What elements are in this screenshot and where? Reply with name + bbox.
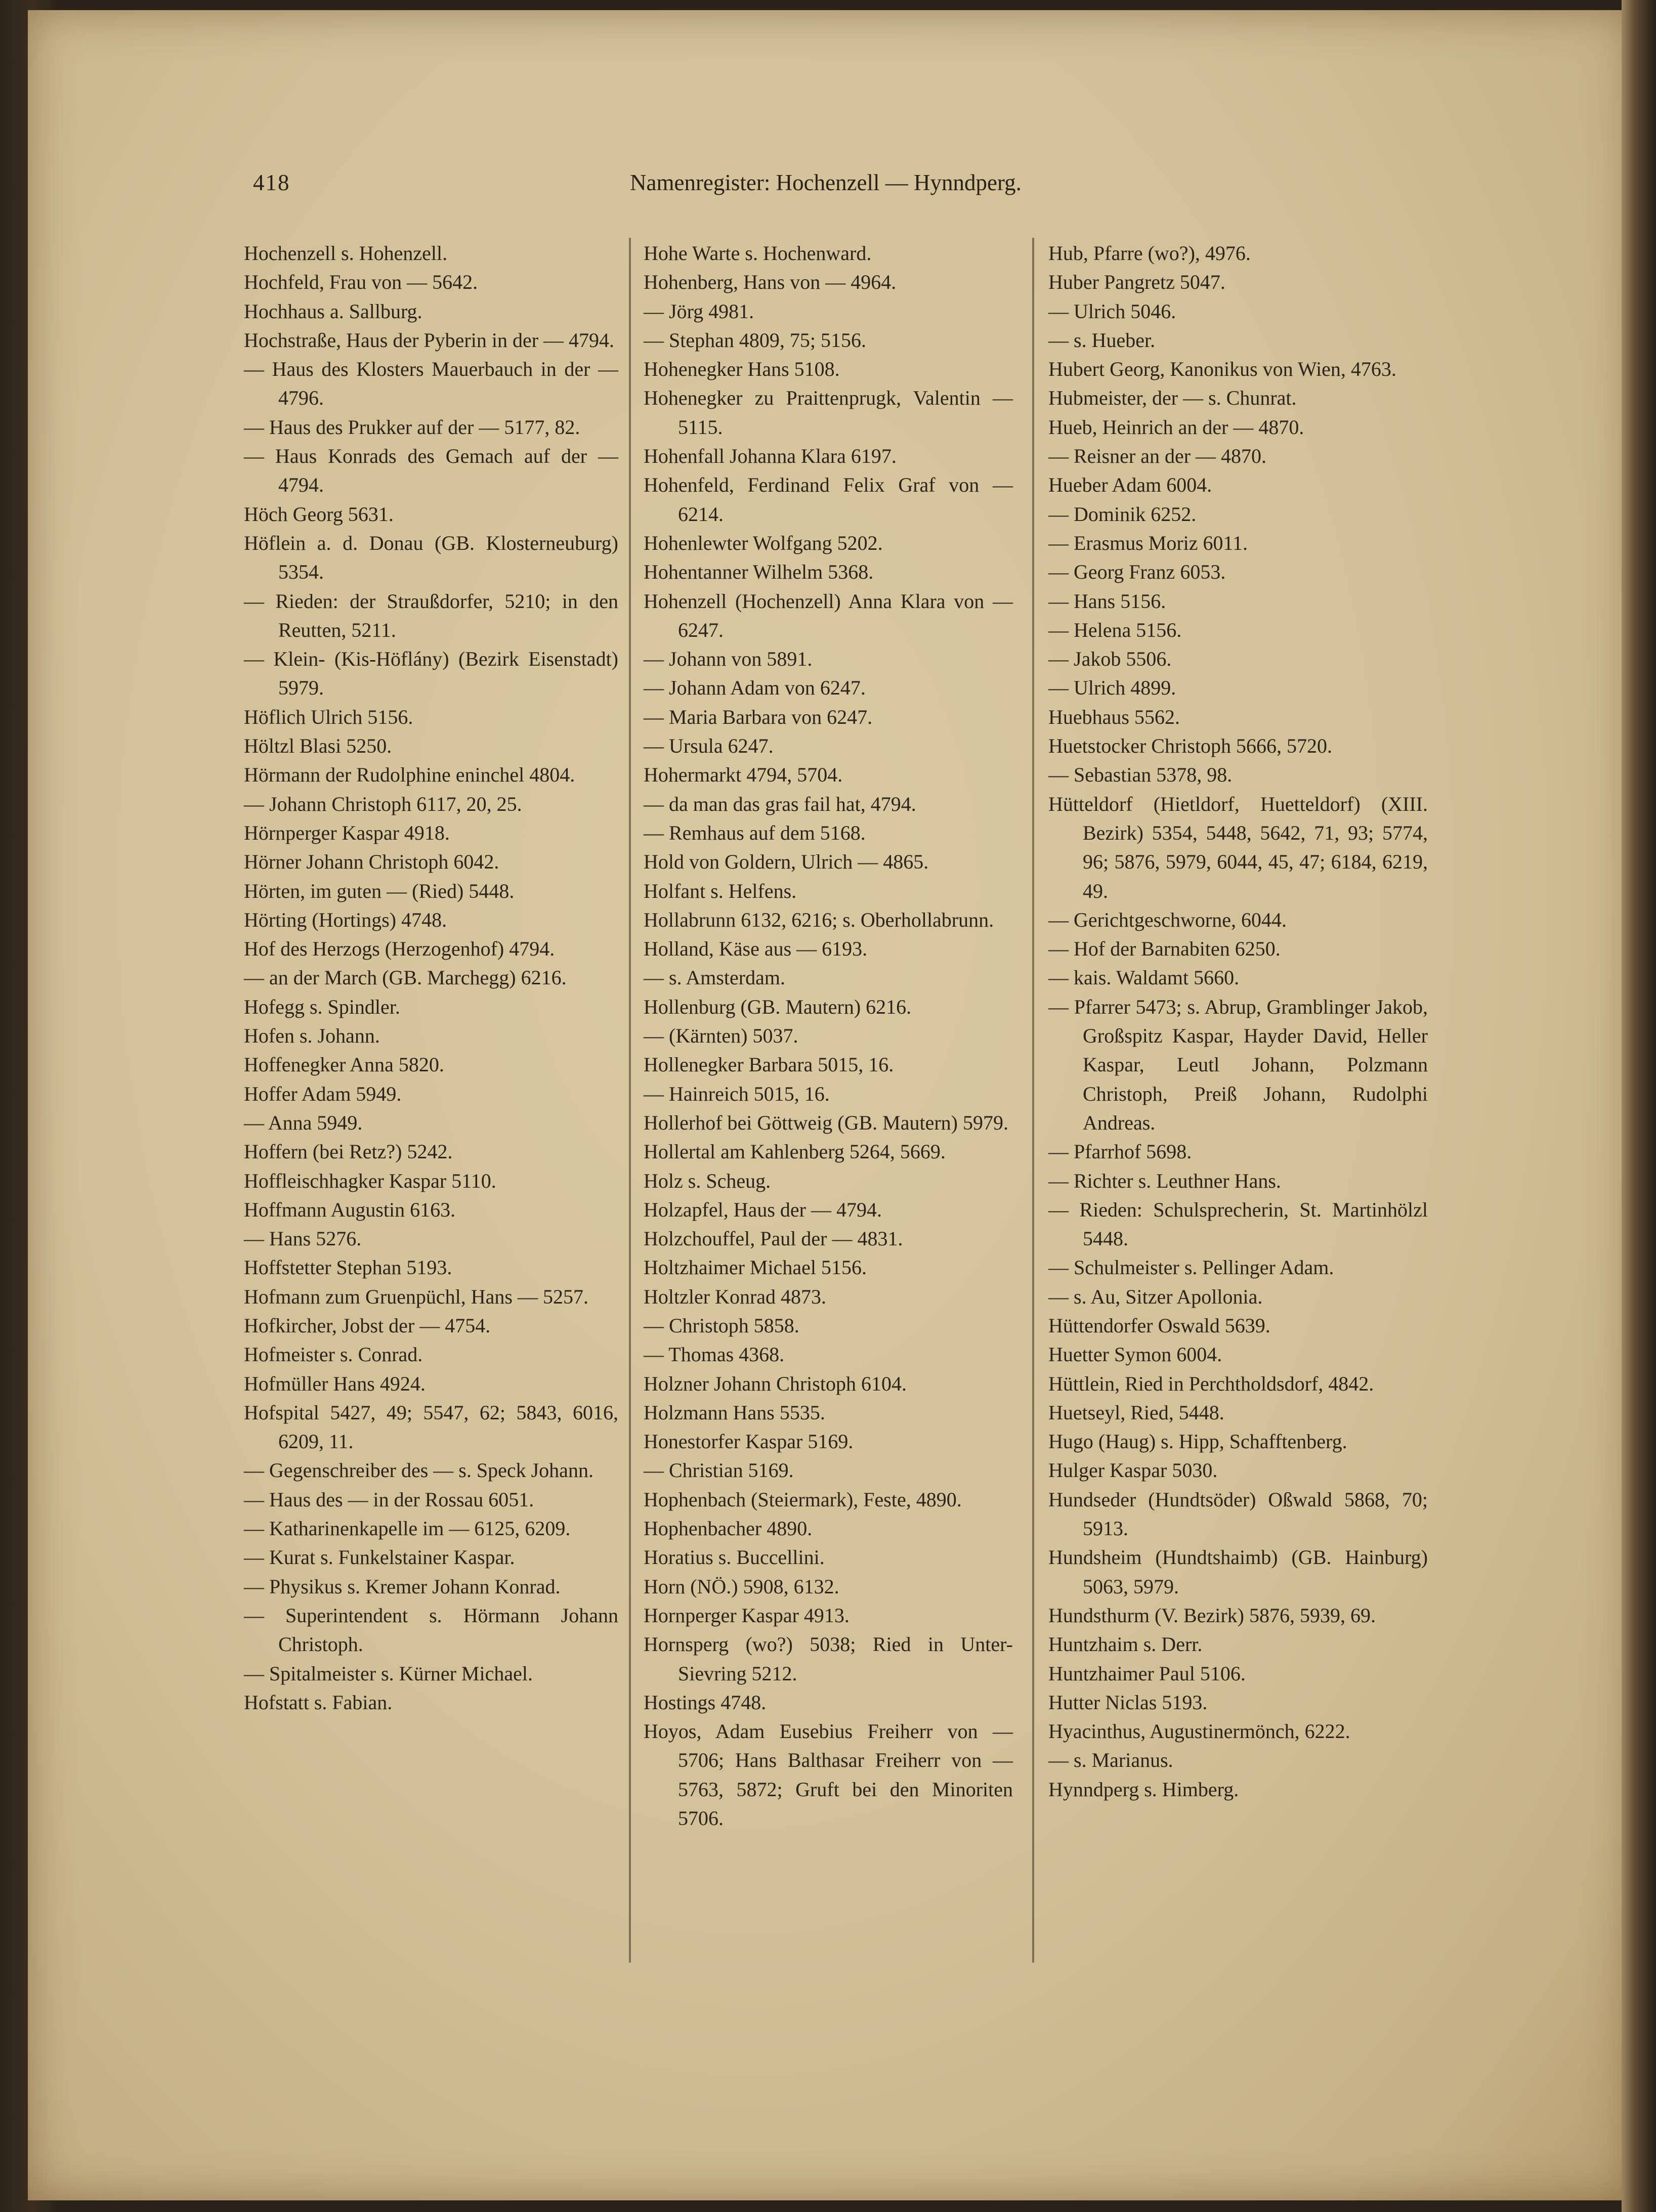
- index-entry: — (Kärnten) 5037.: [644, 1024, 798, 1048]
- index-entry: Holtzhaimer Michael 5156.: [644, 1256, 867, 1279]
- index-entry: — kais. Waldamt 5660.: [1048, 966, 1240, 989]
- index-entry: Hochhaus a. Sallburg.: [244, 299, 422, 323]
- index-entry: Hörting (Hortings) 4748.: [244, 908, 447, 931]
- index-entry: Hohenegker zu Praittenprugk, Valentin — 5115.: [644, 386, 1013, 439]
- index-entry: Horatius s. Buccellini.: [644, 1546, 825, 1569]
- index-entry: Hochenzell s. Hohenzell.: [244, 242, 448, 265]
- index-entry: Hofmann zum Gruenpüchl, Hans — 5257.: [244, 1285, 588, 1308]
- index-entry: Hollerhof bei Göttweig (GB. Mautern) 5979.: [644, 1111, 1008, 1134]
- index-entry: Hofstatt s. Fabian.: [244, 1690, 393, 1714]
- index-entry: Hochfeld, Frau von — 5642.: [244, 271, 478, 294]
- index-entry: — Ulrich 5046.: [1048, 299, 1176, 323]
- index-entry: — da man das gras fail hat, 4794.: [644, 792, 916, 815]
- index-entry: — Haus des — in der Rossau 6051.: [244, 1488, 534, 1511]
- index-entry: Huetstocker Christoph 5666, 5720.: [1048, 734, 1333, 758]
- index-entry: Horn (NÖ.) 5908, 6132.: [644, 1575, 839, 1598]
- index-entry: Hohenegker Hans 5108.: [644, 358, 840, 381]
- index-entry: Holland, Käse aus — 6193.: [644, 937, 868, 961]
- column-divider: [629, 238, 631, 1963]
- index-entry: — Richter s. Leuthner Hans.: [1048, 1169, 1281, 1192]
- index-entry: Hundsheim (Hundtshaimb) (GB. Hainburg) 5063, 5979.: [1048, 1546, 1428, 1598]
- index-entry: Hundseder (Hundtsöder) Oßwald 5868, 70; 5913.: [1048, 1488, 1428, 1540]
- index-entry: — Gerichtgeschworne, 6044.: [1048, 908, 1287, 931]
- index-column-1: [244, 239, 618, 1717]
- index-entry: — Hans 5276.: [244, 1227, 362, 1250]
- index-entry: — Hainreich 5015, 16.: [644, 1082, 830, 1105]
- index-entry: — Kurat s. Funkelstainer Kaspar.: [244, 1546, 515, 1569]
- index-entry: Hueb, Heinrich an der — 4870.: [1048, 415, 1304, 439]
- index-entry: — Ursula 6247.: [644, 734, 774, 758]
- index-entry: — s. Au, Sitzer Apollonia.: [1048, 1285, 1263, 1308]
- index-entry: — Schulmeister s. Pellinger Adam.: [1048, 1256, 1334, 1279]
- index-entry: Hoyos, Adam Eusebius Freiherr von — 5706; Hans Balthasar Freiherr von — 5763, 5872; Gruft bei den Minoriten 5706.: [644, 1720, 1013, 1830]
- page-header: [253, 169, 1315, 215]
- index-entry: Hof des Herzogs (Herzogenhof) 4794.: [244, 937, 555, 961]
- index-entry: — Rieden: Schulsprecherin, St. Martinhölzl 5448.: [1048, 1198, 1428, 1250]
- index-entry: Hubmeister, der — s. Chunrat.: [1048, 386, 1297, 410]
- index-entry: Holtzler Konrad 4873.: [644, 1285, 827, 1308]
- index-entry: — Pfarrhof 5698.: [1048, 1140, 1192, 1163]
- index-entry: — Superintendent s. Hörmann Johann Christoph.: [244, 1603, 618, 1656]
- index-entry: — Reisner an der — 4870.: [1048, 445, 1267, 468]
- index-entry: — Stephan 4809, 75; 5156.: [644, 328, 866, 352]
- index-entry: Hüttlein, Ried in Perchtholdsdorf, 4842.: [1048, 1372, 1374, 1395]
- index-entry: Hulger Kaspar 5030.: [1048, 1459, 1218, 1482]
- index-entry: Hohentanner Wilhelm 5368.: [644, 560, 874, 584]
- index-entry: — Maria Barbara von 6247.: [644, 705, 873, 728]
- index-entry: Hohenfeld, Ferdinand Felix Graf von — 6214.: [644, 473, 1013, 526]
- index-entry: — Rieden: der Straußdorfer, 5210; in den Reutten, 5211.: [244, 589, 618, 641]
- index-entry: Höch Georg 5631.: [244, 502, 394, 526]
- index-entry: — Dominik 6252.: [1048, 502, 1197, 526]
- index-entry: Hohenlewter Wolfgang 5202.: [644, 531, 883, 554]
- index-entry: Hoffstetter Stephan 5193.: [244, 1256, 452, 1279]
- index-entry: — Spitalmeister s. Kürner Michael.: [244, 1662, 533, 1685]
- index-entry: Hophenbach (Steiermark), Feste, 4890.: [644, 1488, 962, 1511]
- index-entry: — an der March (GB. Marchegg) 6216.: [244, 966, 567, 989]
- page-gutter-edge: [1622, 0, 1656, 2212]
- index-entry: — Thomas 4368.: [644, 1343, 785, 1366]
- page-number: 418: [253, 170, 290, 195]
- index-entry: Hollabrunn 6132, 6216; s. Oberhollabrunn.: [644, 908, 994, 931]
- index-entry: Hundsthurm (V. Bezirk) 5876, 5939, 69.: [1048, 1603, 1376, 1627]
- index-entry: Hutter Niclas 5193.: [1048, 1690, 1208, 1714]
- index-entry: Hoffer Adam 5949.: [244, 1082, 402, 1105]
- index-entry: — Pfarrer 5473; s. Abrup, Gramblinger Jakob, Großspitz Kaspar, Hayder David, Heller Kaspar, Leutl Johann, Polzmann Christoph, Preiß Johann, Rudolphi Andreas.: [1048, 995, 1428, 1134]
- index-entry: — Gegenschreiber des — s. Speck Johann.: [244, 1459, 593, 1482]
- index-entry: Hollenburg (GB. Mautern) 6216.: [644, 995, 912, 1018]
- index-entry: Hold von Goldern, Ulrich — 4865.: [644, 850, 929, 874]
- index-entry: Hohenberg, Hans von — 4964.: [644, 271, 897, 294]
- index-entry: — Physikus s. Kremer Johann Konrad.: [244, 1575, 561, 1598]
- index-entry: — Katharinenkapelle im — 6125, 6209.: [244, 1517, 571, 1540]
- index-entry: Hütteldorf (Hietldorf, Huetteldorf) (XIII. Bezirk) 5354, 5448, 5642, 71, 93; 5774, 96; 5876, 5979, 6044, 45, 47; 6184, 6219, 49.: [1048, 792, 1428, 902]
- index-entry: Hoffern (bei Retz?) 5242.: [244, 1140, 453, 1163]
- index-entry: Hörmann der Rudolphine eninchel 4804.: [244, 763, 575, 787]
- index-entry: Hofmeister s. Conrad.: [244, 1343, 423, 1366]
- index-entry: — s. Hueber.: [1048, 328, 1156, 352]
- index-entry: — Haus des Klosters Mauerbauch in der — 4796.: [244, 358, 618, 410]
- index-entry: Huntzhaim s. Derr.: [1048, 1633, 1203, 1656]
- index-entry: — Anna 5949.: [244, 1111, 363, 1134]
- index-entry: Hollenegker Barbara 5015, 16.: [644, 1053, 894, 1076]
- index-entry: Hoffmann Augustin 6163.: [244, 1198, 456, 1221]
- index-entry: — Christian 5169.: [644, 1459, 794, 1482]
- index-entry: Hoffenegker Anna 5820.: [244, 1053, 444, 1076]
- index-entry: — Jakob 5506.: [1048, 647, 1172, 671]
- index-entry: — s. Marianus.: [1048, 1749, 1173, 1772]
- index-entry: — Remhaus auf dem 5168.: [644, 821, 866, 844]
- index-entry: Hofkircher, Jobst der — 4754.: [244, 1314, 491, 1337]
- index-entry: Holz s. Scheug.: [644, 1169, 771, 1192]
- index-entry: Hörner Johann Christoph 6042.: [244, 850, 499, 874]
- index-entry: Hofmüller Hans 4924.: [244, 1372, 426, 1395]
- index-entry: Hohermarkt 4794, 5704.: [644, 763, 843, 787]
- index-entry: Hophenbacher 4890.: [644, 1517, 813, 1540]
- index-entry: Hub, Pfarre (wo?), 4976.: [1048, 242, 1251, 265]
- index-entry: — Haus des Prukker auf der — 5177, 82.: [244, 415, 580, 439]
- index-entry: — Ulrich 4899.: [1048, 676, 1176, 700]
- index-entry: — Hans 5156.: [1048, 589, 1166, 613]
- index-entry: Holzner Johann Christoph 6104.: [644, 1372, 907, 1395]
- index-entry: Höltzl Blasi 5250.: [244, 734, 392, 758]
- index-entry: — Haus Konrads des Gemach auf der — 4794.: [244, 445, 618, 497]
- index-entry: Huebhaus 5562.: [1048, 705, 1180, 728]
- index-entry: Huetseyl, Ried, 5448.: [1048, 1401, 1224, 1424]
- index-entry: Hyacinthus, Augustinermönch, 6222.: [1048, 1720, 1350, 1743]
- index-entry: Hostings 4748.: [644, 1690, 767, 1714]
- index-entry: — Helena 5156.: [1048, 618, 1182, 641]
- index-entry: Hugo (Haug) s. Hipp, Schafftenberg.: [1048, 1430, 1347, 1453]
- index-entry: — Erasmus Moriz 6011.: [1048, 531, 1248, 554]
- index-entry: — Jörg 4981.: [644, 299, 754, 323]
- index-entry: Huber Pangretz 5047.: [1048, 271, 1225, 294]
- index-entry: Hohe Warte s. Hochenward.: [644, 242, 872, 265]
- index-entry: Hollertal am Kahlenberg 5264, 5669.: [644, 1140, 946, 1163]
- index-entry: Hohenfall Johanna Klara 6197.: [644, 445, 897, 468]
- index-entry: Holzchouffel, Paul der — 4831.: [644, 1227, 903, 1250]
- index-entry: — s. Amsterdam.: [644, 966, 785, 989]
- index-entry: Hochstraße, Haus der Pyberin in der — 4794.: [244, 328, 615, 352]
- index-entry: Hofspital 5427, 49; 5547, 62; 5843, 6016, 6209, 11.: [244, 1401, 618, 1453]
- index-entry: — Johann von 5891.: [644, 647, 813, 671]
- index-entry: Hörnperger Kaspar 4918.: [244, 821, 450, 844]
- index-entry: Höflich Ulrich 5156.: [244, 705, 413, 728]
- index-entry: — Christoph 5858.: [644, 1314, 799, 1337]
- index-entry: Höflein a. d. Donau (GB. Klosterneuburg) 5354.: [244, 531, 618, 584]
- index-entry: — Sebastian 5378, 98.: [1048, 763, 1233, 787]
- index-entry: Hynndperg s. Himberg.: [1048, 1777, 1239, 1801]
- index-entry: Hüttendorfer Oswald 5639.: [1048, 1314, 1270, 1337]
- index-entry: — Klein- (Kis-Höflány) (Bezirk Eisenstadt) 5979.: [244, 647, 618, 700]
- index-entry: Hofen s. Johann.: [244, 1024, 380, 1048]
- index-entry: Hornperger Kaspar 4913.: [644, 1603, 850, 1627]
- index-entry: Holzapfel, Haus der — 4794.: [644, 1198, 882, 1221]
- running-title: Namenregister: Hochenzell — Hynndperg.: [630, 170, 1022, 195]
- index-entry: Hueber Adam 6004.: [1048, 473, 1212, 497]
- index-entry: Hornsperg (wo?) 5038; Ried in Unter-Sievring 5212.: [644, 1633, 1013, 1685]
- index-entry: Huetter Symon 6004.: [1048, 1343, 1222, 1366]
- index-entry: Holfant s. Helfens.: [644, 879, 797, 902]
- index-entry: Hofegg s. Spindler.: [244, 995, 400, 1018]
- index-entry: Holzmann Hans 5535.: [644, 1401, 825, 1424]
- index-entry: Hoffleischhagker Kaspar 5110.: [244, 1169, 496, 1192]
- index-entry: — Georg Franz 6053.: [1048, 560, 1226, 584]
- index-entry: Hubert Georg, Kanonikus von Wien, 4763.: [1048, 358, 1396, 381]
- index-column-3: [1048, 239, 1428, 1804]
- index-entry: — Johann Adam von 6247.: [644, 676, 866, 700]
- column-divider: [1032, 238, 1034, 1963]
- index-entry: Huntzhaimer Paul 5106.: [1048, 1662, 1246, 1685]
- index-entry: Hohenzell (Hochenzell) Anna Klara von — 6247.: [644, 589, 1013, 641]
- index-entry: — Johann Christoph 6117, 20, 25.: [244, 792, 522, 815]
- index-column-2: [644, 239, 1013, 1833]
- index-entry: Hörten, im guten — (Ried) 5448.: [244, 879, 515, 902]
- index-entry: Honestorfer Kaspar 5169.: [644, 1430, 854, 1453]
- index-entry: — Hof der Barnabiten 6250.: [1048, 937, 1281, 961]
